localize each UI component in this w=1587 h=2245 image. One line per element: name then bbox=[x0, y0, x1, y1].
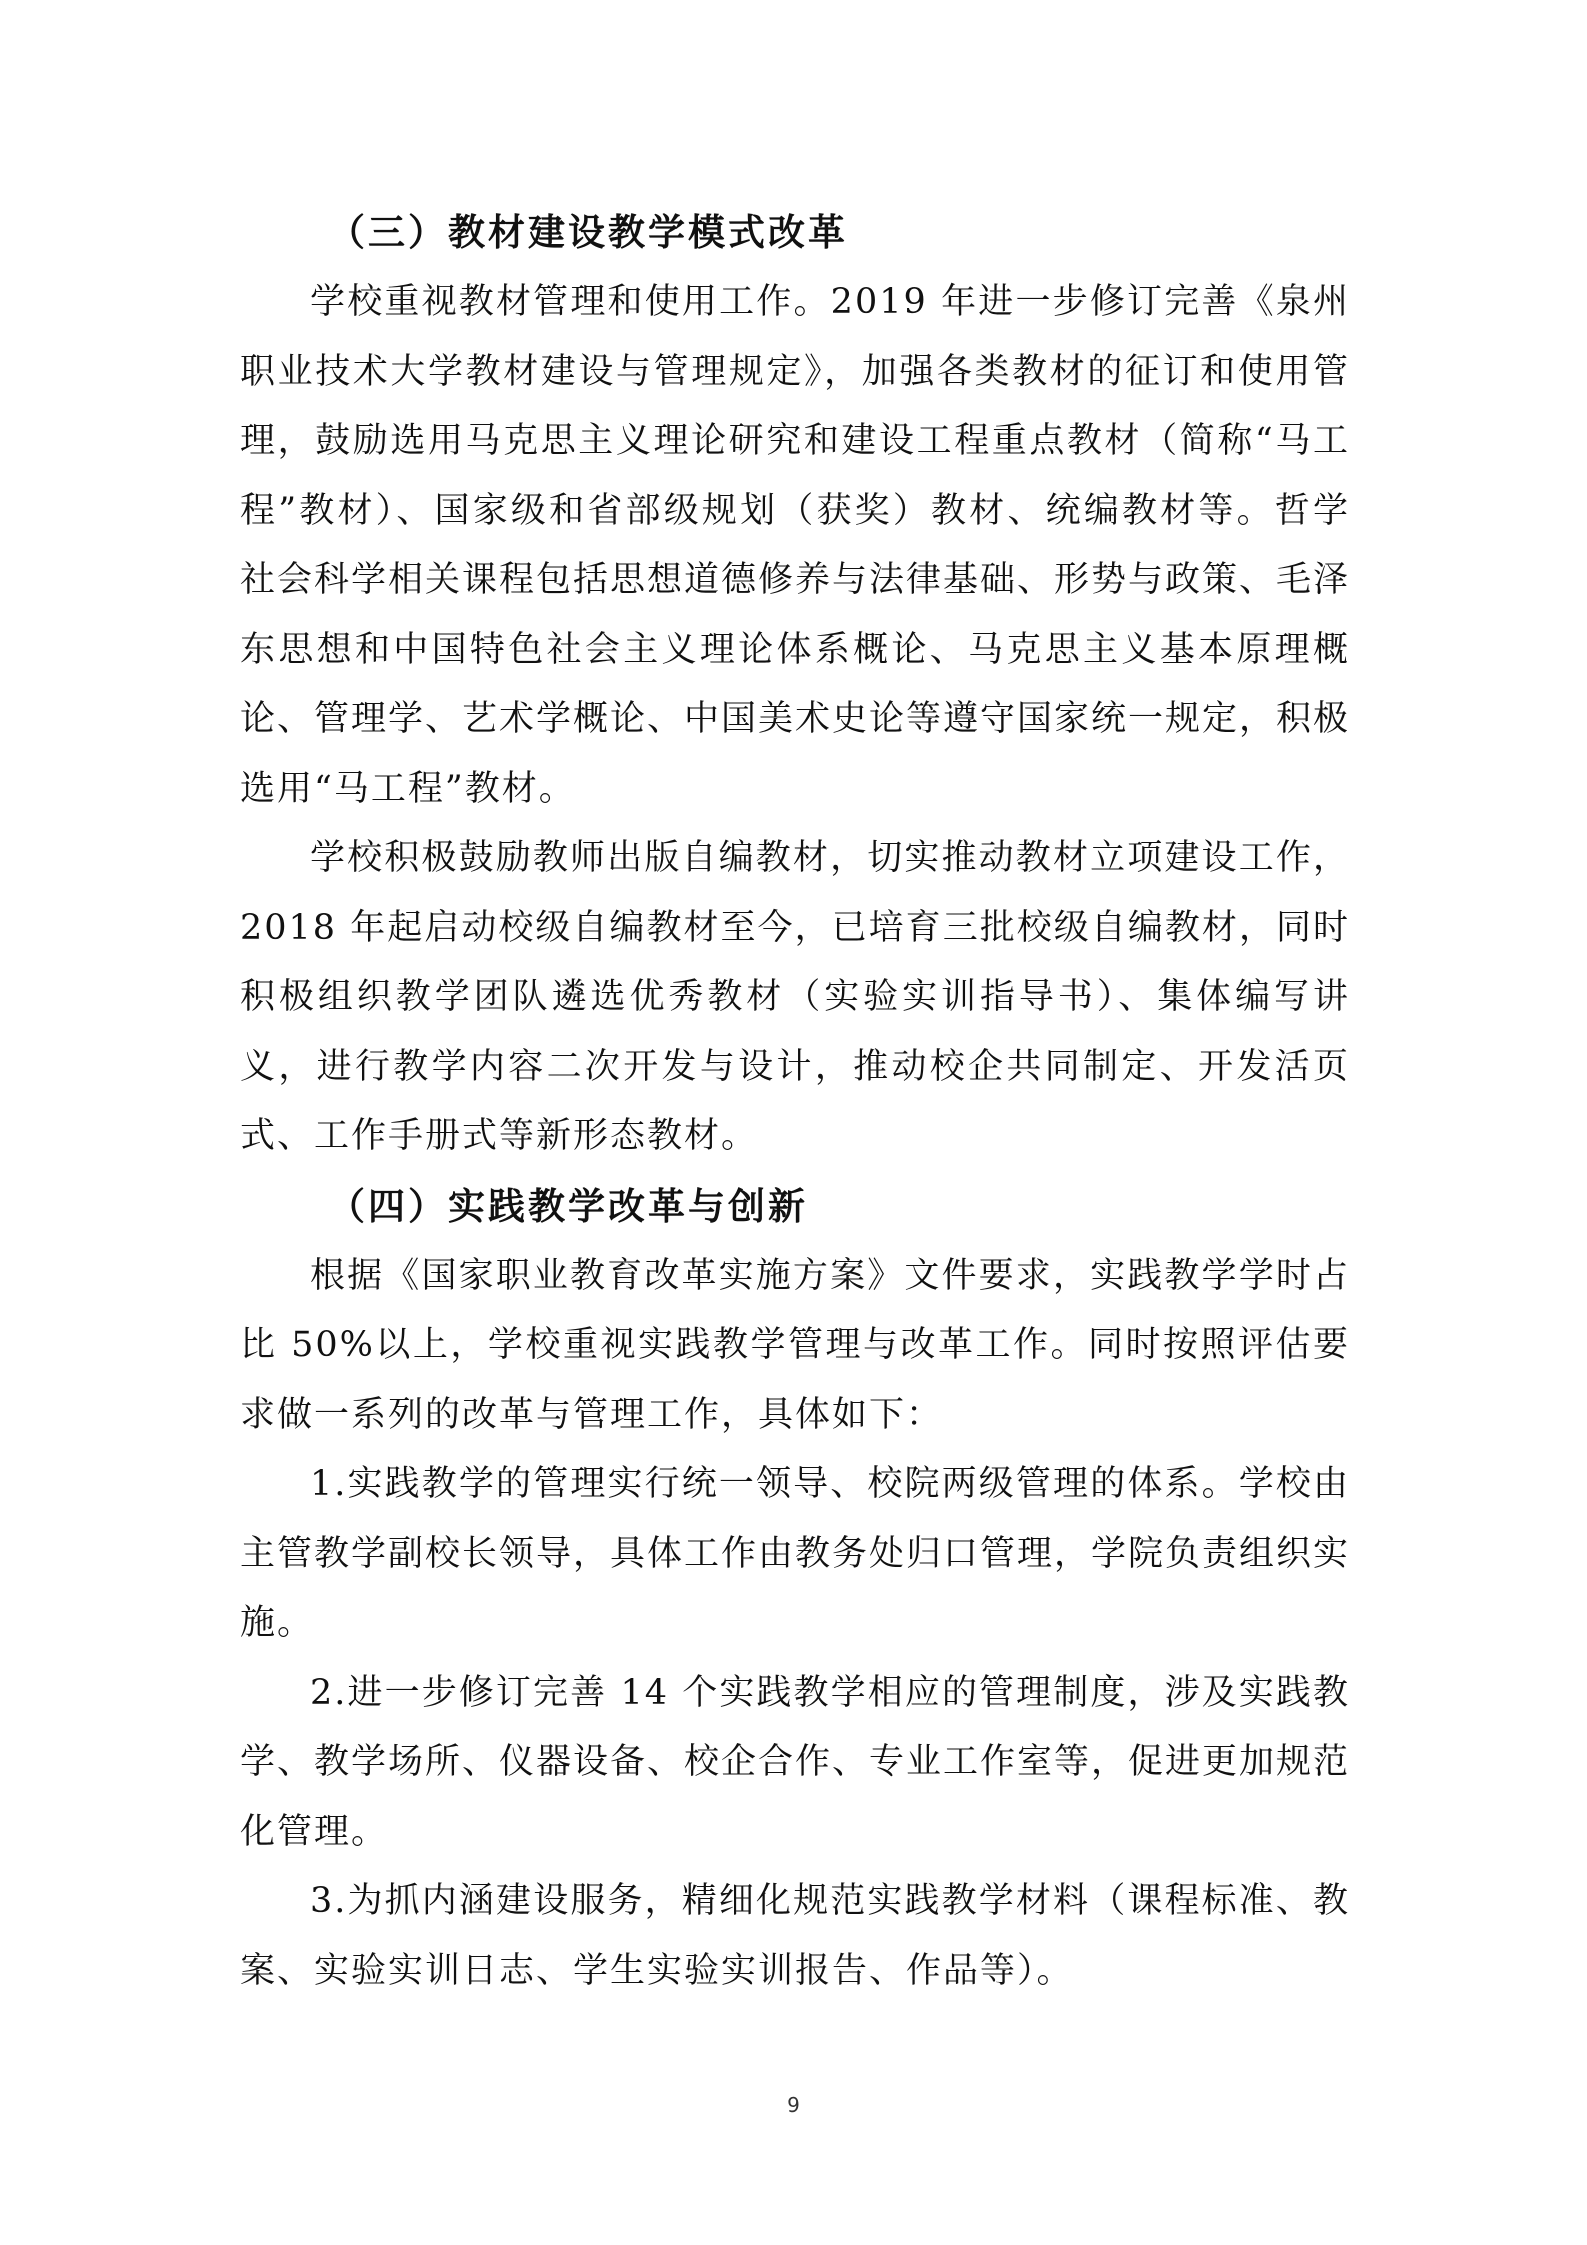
paragraph-textbook-management: 学校重视教材管理和使用工作。2019 年进一步修订完善《泉州职业技术大学教材建设与管理规定》，加强各类教材的征订和使用管理，鼓励选用马克思主义理论研究和建设工程重点教材（简称“马工程”教材）、国家级和省部级规划（获奖）教材、统编教材等。哲学社会科学相关课程包括思想道德修养与法律基础、形势与政策、毛泽东思想和中国特色社会主义理论体系概论、马克思主义基本原理概论、管理学、艺术学概论、中国美术史论等遵守国家统一规定，积极选用“马工程”教材。 bbox=[240, 282, 1351, 809]
paragraph-item-1: 1.实践教学的管理实行统一领导、校院两级管理的体系。学校由主管教学副校长领导，具体工作由教务处归口管理，学院负责组织实施。 bbox=[240, 1464, 1351, 1643]
paragraph-practice-teaching-intro: 根据《国家职业教育改革实施方案》文件要求，实践教学学时占比 50%以上，学校重视实践教学管理与改革工作。同时按照评估要求做一系列的改革与管理工作，具体如下： bbox=[240, 1255, 1350, 1435]
paragraph-item-3: 3.为抓内涵建设服务，精细化规范实践教学材料（课程标准、教案、实验实训日志、学生实验实训报告、作品等）。 bbox=[240, 1881, 1350, 1991]
page-body bbox=[240, 198, 1350, 2006]
page-number: 9 bbox=[787, 2093, 800, 2117]
section-heading-3: （三）教材建设教学模式改革 bbox=[328, 211, 848, 254]
paragraph-self-compiled-textbooks: 学校积极鼓励教师出版自编教材，切实推动教材立项建设工作，2018 年起启动校级自编教材至今，已培育三批校级自编教材，同时积极组织教学团队遴选优秀教材（实验实训指导书）、集体编写讲义，进行教学内容二次开发与设计，推动校企共同制定、开发活页式、工作手册式等新形态教材。 bbox=[240, 838, 1350, 1156]
paragraph-item-2: 2.进一步修订完善 14 个实践教学相应的管理制度，涉及实践教学、教学场所、仪器设备、校企合作、专业工作室等，促进更加规范化管理。 bbox=[240, 1672, 1351, 1852]
section-heading-4: （四）实践教学改革与创新 bbox=[328, 1184, 808, 1228]
